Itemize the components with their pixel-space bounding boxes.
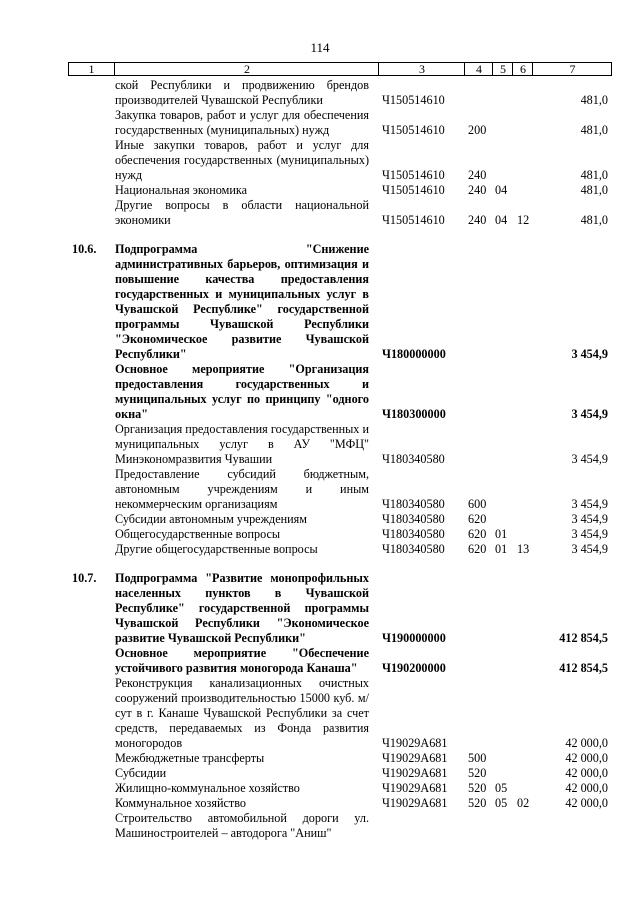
row-name: Предоставление субсидий бюджетным, автономным учреждениям и иным некоммерческим организациям bbox=[115, 467, 369, 511]
row-expense-type: 240 bbox=[468, 183, 487, 197]
row-name: Реконструкция канализационных очистных сооружений производительностью 15000 куб. м/сут в г. Канаше Чувашской Республики за счет средств, передаваемых из Фонда развития моногородов bbox=[115, 676, 369, 750]
row-expense-type: 520 bbox=[468, 781, 487, 795]
row-amount: 42 000,0 bbox=[565, 736, 608, 750]
row-code: Ч150514610 bbox=[382, 168, 445, 182]
header-col-4: 4 bbox=[464, 63, 493, 75]
row-name: Основное мероприятие "Организация предоставления государственных и муниципальных услуг по принципу "одного окна" bbox=[115, 362, 369, 421]
table-row bbox=[0, 422, 640, 467]
row-amount: 412 854,5 bbox=[559, 631, 608, 645]
row-code: Ч150514610 bbox=[382, 93, 445, 107]
row-amount: 3 454,9 bbox=[571, 407, 608, 421]
row-name: Другие вопросы в области национальной экономики bbox=[115, 198, 369, 227]
row-name: Субсидии автономным учреждениям bbox=[115, 512, 307, 526]
row-code: Ч19029А681 bbox=[382, 736, 448, 750]
row-name: Национальная экономика bbox=[115, 183, 248, 197]
row-expense-type: 520 bbox=[468, 796, 487, 810]
table-row bbox=[0, 766, 640, 781]
row-amount: 481,0 bbox=[580, 123, 608, 137]
table-row bbox=[0, 198, 640, 228]
row-number: 10.6. bbox=[72, 242, 97, 256]
row-code: Ч180340580 bbox=[382, 452, 445, 466]
row-name: Общегосударственные вопросы bbox=[115, 527, 281, 541]
row-expense-type: 620 bbox=[468, 542, 487, 556]
section-gap bbox=[0, 557, 640, 571]
row-name: Основное мероприятие "Обеспечение устойчивого развития моногорода Канаша" bbox=[115, 646, 369, 675]
section-gap bbox=[0, 228, 640, 242]
row-amount: 3 454,9 bbox=[571, 497, 608, 511]
table-row bbox=[0, 138, 640, 183]
row-name: Межбюджетные трансферты bbox=[115, 751, 265, 765]
row-amount: 42 000,0 bbox=[565, 781, 608, 795]
row-code: Ч19029А681 bbox=[382, 751, 448, 765]
row-expense-type: 500 bbox=[468, 751, 487, 765]
row-amount: 3 454,9 bbox=[571, 512, 608, 526]
table-row bbox=[0, 183, 640, 198]
header-col-5: 5 bbox=[492, 63, 513, 75]
header-col-7: 7 bbox=[532, 63, 612, 75]
table-row bbox=[0, 512, 640, 527]
row-subsection: 12 bbox=[517, 213, 530, 227]
row-expense-type: 240 bbox=[468, 213, 487, 227]
row-amount: 412 854,5 bbox=[559, 661, 608, 675]
row-amount: 42 000,0 bbox=[565, 796, 608, 810]
row-code: Ч150514610 bbox=[382, 123, 445, 137]
row-amount: 481,0 bbox=[580, 93, 608, 107]
row-expense-type: 240 bbox=[468, 168, 487, 182]
row-name: Подпрограмма "Развитие монопрофильных населенных пунктов в Чувашской Республике" государственной программы Чувашской Республики "Экономическое развитие Чувашской Республики" bbox=[115, 571, 369, 645]
row-code: Ч19029А681 bbox=[382, 796, 448, 810]
row-amount: 42 000,0 bbox=[565, 766, 608, 780]
row-code: Ч180340580 bbox=[382, 542, 445, 556]
row-name: Субсидии bbox=[115, 766, 167, 780]
row-section: 05 bbox=[495, 781, 508, 795]
table-row bbox=[0, 646, 640, 676]
row-section: 05 bbox=[495, 796, 508, 810]
row-amount: 42 000,0 bbox=[565, 751, 608, 765]
row-amount: 3 454,9 bbox=[571, 542, 608, 556]
row-subsection: 13 bbox=[517, 542, 530, 556]
table-header bbox=[68, 62, 612, 76]
row-amount: 3 454,9 bbox=[571, 452, 608, 466]
row-expense-type: 200 bbox=[468, 123, 487, 137]
row-expense-type: 600 bbox=[468, 497, 487, 511]
row-name: Иные закупки товаров, работ и услуг для обеспечения государственных (муниципальных) нужд bbox=[115, 138, 369, 182]
row-section: 01 bbox=[495, 527, 508, 541]
row-amount: 481,0 bbox=[580, 168, 608, 182]
table-row bbox=[0, 571, 640, 646]
header-col-6: 6 bbox=[512, 63, 533, 75]
row-number: 10.7. bbox=[72, 571, 97, 585]
table-row bbox=[0, 542, 640, 557]
row-subsection: 02 bbox=[517, 796, 530, 810]
row-code: Ч180340580 bbox=[382, 527, 445, 541]
row-name: Жилищно-коммунальное хозяйство bbox=[115, 781, 300, 795]
table-row bbox=[0, 362, 640, 422]
row-section: 04 bbox=[495, 183, 508, 197]
budget-table-body bbox=[0, 78, 640, 841]
row-name: Организация предоставления государственных и муниципальных услуг в АУ "МФЦ" Минэкономразвития Чувашии bbox=[115, 422, 369, 466]
header-col-3: 3 bbox=[378, 63, 465, 75]
row-code: Ч19029А681 bbox=[382, 781, 448, 795]
table-row bbox=[0, 78, 640, 108]
row-code: Ч180340580 bbox=[382, 512, 445, 526]
row-name: Строительство автомобильной дороги ул. Машиностроителей – автодорога "Аниш" bbox=[115, 811, 369, 840]
row-code: Ч180000000 bbox=[382, 347, 446, 361]
row-name: Коммунальное хозяйство bbox=[115, 796, 246, 810]
table-row bbox=[0, 796, 640, 811]
row-code: Ч190200000 bbox=[382, 661, 446, 675]
table-row bbox=[0, 676, 640, 751]
row-name: Подпрограмма "Снижение административных барьеров, оптимизация и повышение качества предоставления государственных и муниципальных услуг в Чувашской Республике" государственной программы Чувашской Республики "Экономическое развитие Чувашской Республики" bbox=[115, 242, 369, 361]
row-code: Ч19029А681 bbox=[382, 766, 448, 780]
table-row bbox=[0, 242, 640, 362]
row-name: Другие общегосударственные вопросы bbox=[115, 542, 318, 556]
header-col-1: 1 bbox=[88, 62, 95, 76]
row-amount: 3 454,9 bbox=[571, 347, 608, 361]
row-code: Ч180340580 bbox=[382, 497, 445, 511]
table-row bbox=[0, 108, 640, 138]
row-name: Закупка товаров, работ и услуг для обеспечения государственных (муниципальных) нужд bbox=[115, 108, 369, 137]
row-code: Ч150514610 bbox=[382, 213, 445, 227]
row-expense-type: 520 bbox=[468, 766, 487, 780]
table-row bbox=[0, 527, 640, 542]
header-col-2: 2 bbox=[114, 63, 379, 75]
row-section: 04 bbox=[495, 213, 508, 227]
row-amount: 481,0 bbox=[580, 183, 608, 197]
row-code: Ч190000000 bbox=[382, 631, 446, 645]
table-row bbox=[0, 811, 640, 841]
table-row bbox=[0, 781, 640, 796]
table-row bbox=[0, 467, 640, 512]
row-code: Ч180300000 bbox=[382, 407, 446, 421]
page-number: 114 bbox=[310, 40, 330, 55]
row-amount: 481,0 bbox=[580, 213, 608, 227]
table-row bbox=[0, 751, 640, 766]
row-expense-type: 620 bbox=[468, 512, 487, 526]
row-section: 01 bbox=[495, 542, 508, 556]
row-name: ской Республики и продвижению брендов производителей Чувашской Республики bbox=[115, 78, 369, 107]
row-code: Ч150514610 bbox=[382, 183, 445, 197]
row-amount: 3 454,9 bbox=[571, 527, 608, 541]
row-expense-type: 620 bbox=[468, 527, 487, 541]
